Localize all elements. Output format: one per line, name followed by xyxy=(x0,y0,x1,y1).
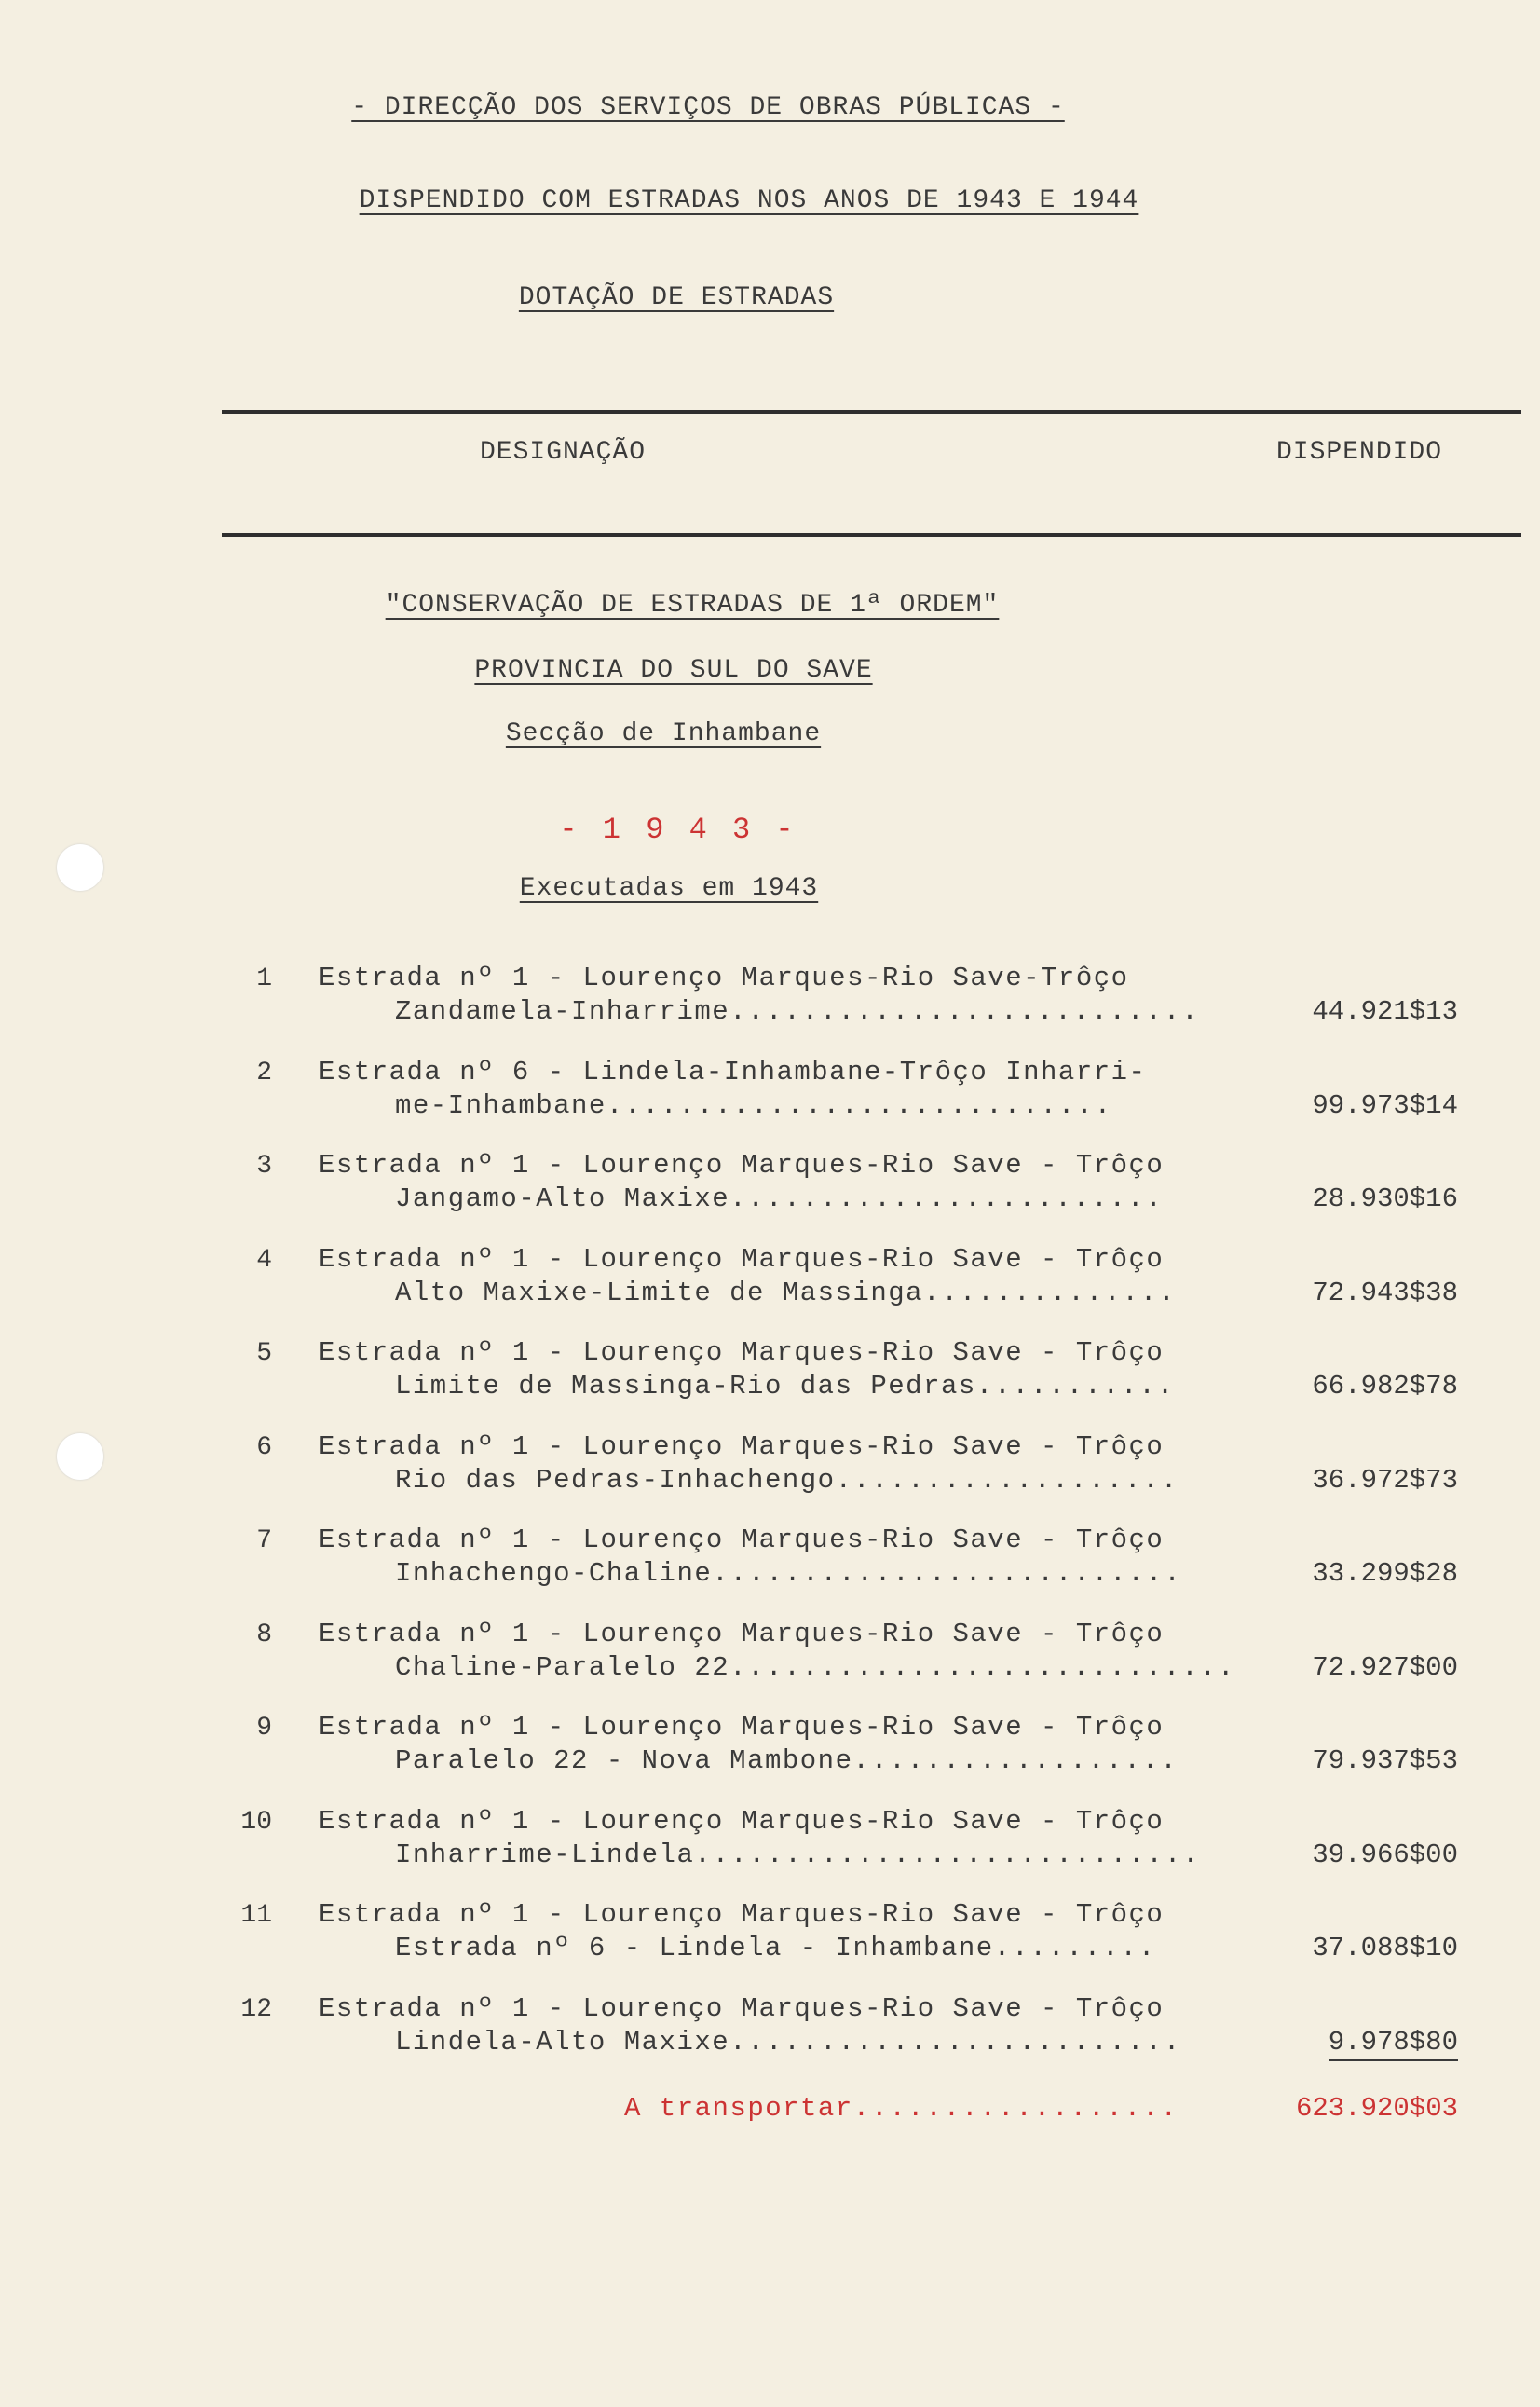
row-number: 6 xyxy=(256,1432,272,1462)
row-designation-line2-text: Paralelo 22 - Nova Mambone xyxy=(395,1745,853,1776)
row-designation-line2-text: Rio das Pedras-Inhachengo xyxy=(395,1464,836,1496)
header-title-1: - DIRECÇÃO DOS SERVIÇOS DE OBRAS PÚBLICAS - xyxy=(351,93,1065,122)
punch-hole-top xyxy=(57,844,103,891)
dot-leader: ............................ xyxy=(694,1839,1201,1870)
dot-leader: ........... xyxy=(975,1371,1176,1402)
province-heading: PROVINCIA DO SUL DO SAVE xyxy=(474,656,873,685)
row-number: 11 xyxy=(240,1901,272,1930)
row-number: 5 xyxy=(256,1339,272,1368)
dot-leader: ............................ xyxy=(606,1089,1113,1121)
row-designation-line2-text: me-Inhambane xyxy=(395,1089,606,1121)
row-designation-line2-text: Limite de Massinga-Rio das Pedras xyxy=(395,1371,976,1402)
row-number: 7 xyxy=(256,1526,272,1555)
row-amount: 79.937$53 xyxy=(1312,1745,1458,1776)
row-number: 1 xyxy=(256,964,272,993)
row-number: 4 xyxy=(256,1245,272,1275)
dot-leader: ......... xyxy=(993,1933,1157,1963)
dot-leader: .............. xyxy=(923,1277,1177,1308)
total-label: A transportar.................. xyxy=(624,2093,1179,2124)
row-designation-line2 xyxy=(395,1933,1156,1963)
section-heading: "CONSERVAÇÃO DE ESTRADAS DE 1ª ORDEM" xyxy=(385,591,1000,620)
row-designation-line1: Estrada nº 6 - Lindela-Inhambane-Trôço Inharri- xyxy=(319,1056,1147,1087)
row-number: 8 xyxy=(256,1620,272,1649)
row-designation-line2-text: Chaline-Paralelo 22 xyxy=(395,1651,730,1683)
row-designation-line2 xyxy=(395,1745,1179,1776)
header-title-2: DISPENDIDO COM ESTRADAS NOS ANOS DE 1943 E 1944 xyxy=(359,186,1139,215)
row-designation-line2 xyxy=(395,1090,1112,1121)
row-number: 2 xyxy=(256,1058,272,1087)
row-amount: 44.921$13 xyxy=(1312,996,1458,1027)
row-designation-line1: Estrada nº 1 - Lourenço Marques-Rio Save - Trôço xyxy=(319,1337,1165,1368)
dot-leader: ......................... xyxy=(729,2026,1182,2058)
dot-leader: ................... xyxy=(835,1464,1179,1496)
row-number: 10 xyxy=(240,1807,272,1837)
row-designation-line2-text: Jangamo-Alto Maxixe xyxy=(395,1183,730,1214)
dot-leader: .......................... xyxy=(729,996,1200,1027)
column-header-spent: DISPENDIDO xyxy=(1276,438,1443,467)
row-designation-line2-text: Inharrime-Lindela xyxy=(395,1839,695,1870)
row-designation-line1: Estrada nº 1 - Lourenço Marques-Rio Save - Trôço xyxy=(319,1243,1165,1275)
total-amount: 623.920$03 xyxy=(1295,2093,1458,2124)
row-designation-line2-text: Lindela-Alto Maxixe xyxy=(395,2026,730,2058)
row-designation-line1: Estrada nº 1 - Lourenço Marques-Rio Save - Trôço xyxy=(319,1992,1165,2024)
row-amount: 72.927$00 xyxy=(1312,1651,1458,1683)
row-designation-line1: Estrada nº 1 - Lourenço Marques-Rio Save - Trôço xyxy=(319,1430,1165,1462)
row-designation-line1: Estrada nº 1 - Lourenço Marques-Rio Save - Trôço xyxy=(319,1805,1165,1837)
row-designation-line2-text: Estrada nº 6 - Lindela - Inhambane xyxy=(395,1933,994,1963)
dot-leader: ........................ xyxy=(729,1183,1164,1214)
row-designation-line1: Estrada nº 1 - Lourenço Marques-Rio Save - Trôço xyxy=(319,1150,1165,1181)
table-top-rule xyxy=(222,410,1521,414)
row-amount: 9.978$80 xyxy=(1329,2027,1458,2061)
row-amount: 66.982$78 xyxy=(1312,1371,1458,1402)
row-amount: 28.930$16 xyxy=(1312,1183,1458,1214)
row-designation-line1: Estrada nº 1 - Lourenço Marques-Rio Save - Trôço xyxy=(319,1618,1165,1649)
row-designation-line2-text: Alto Maxixe-Limite de Massinga xyxy=(395,1277,924,1308)
row-designation-line2-text: Inhachengo-Chaline xyxy=(395,1558,713,1589)
row-amount: 33.299$28 xyxy=(1312,1558,1458,1589)
row-amount: 39.966$00 xyxy=(1312,1839,1458,1870)
dot-leader: .......................... xyxy=(712,1558,1182,1589)
header-title-3: DOTAÇÃO DE ESTRADAS xyxy=(518,283,835,312)
executed-heading: Executadas em 1943 xyxy=(519,874,819,903)
dot-leader: .................. xyxy=(852,1745,1179,1776)
row-number: 3 xyxy=(256,1152,272,1181)
row-designation-line1: Estrada nº 1 - Lourenço Marques-Rio Save - Trôço xyxy=(319,1899,1165,1930)
year-heading: - 1 9 4 3 - xyxy=(559,813,797,847)
row-amount: 37.088$10 xyxy=(1312,1933,1458,1963)
table-header-rule xyxy=(222,533,1521,537)
row-designation-line2 xyxy=(395,996,1200,1027)
row-designation-line2 xyxy=(395,1465,1179,1496)
row-number: 12 xyxy=(240,1994,272,2024)
row-designation-line1: Estrada nº 1 - Lourenço Marques-Rio Save - Trôço xyxy=(319,1525,1165,1555)
dot-leader: ............................ xyxy=(729,1651,1236,1683)
row-designation-line2-text: Zandamela-Inharrime xyxy=(395,996,730,1027)
row-designation-line2 xyxy=(395,1278,1177,1308)
row-amount: 99.973$14 xyxy=(1312,1089,1458,1121)
subsection-heading: Secção de Inhambane xyxy=(505,719,822,748)
column-header-designation: DESIGNAÇÃO xyxy=(480,438,647,467)
row-designation-line2 xyxy=(395,1371,1175,1402)
row-designation-line2 xyxy=(395,1183,1164,1214)
row-designation-line2 xyxy=(395,1839,1201,1870)
row-designation-line2 xyxy=(395,2027,1181,2058)
punch-hole-bottom xyxy=(57,1433,103,1480)
row-designation-line2 xyxy=(395,1652,1235,1683)
row-designation-line2 xyxy=(395,1558,1182,1589)
row-designation-line1: Estrada nº 1 - Lourenço Marques-Rio Save-Trôço xyxy=(319,963,1129,993)
row-designation-line1: Estrada nº 1 - Lourenço Marques-Rio Save - Trôço xyxy=(319,1712,1165,1743)
row-amount: 36.972$73 xyxy=(1312,1464,1458,1496)
row-number: 9 xyxy=(256,1714,272,1743)
row-amount: 72.943$38 xyxy=(1312,1277,1458,1308)
